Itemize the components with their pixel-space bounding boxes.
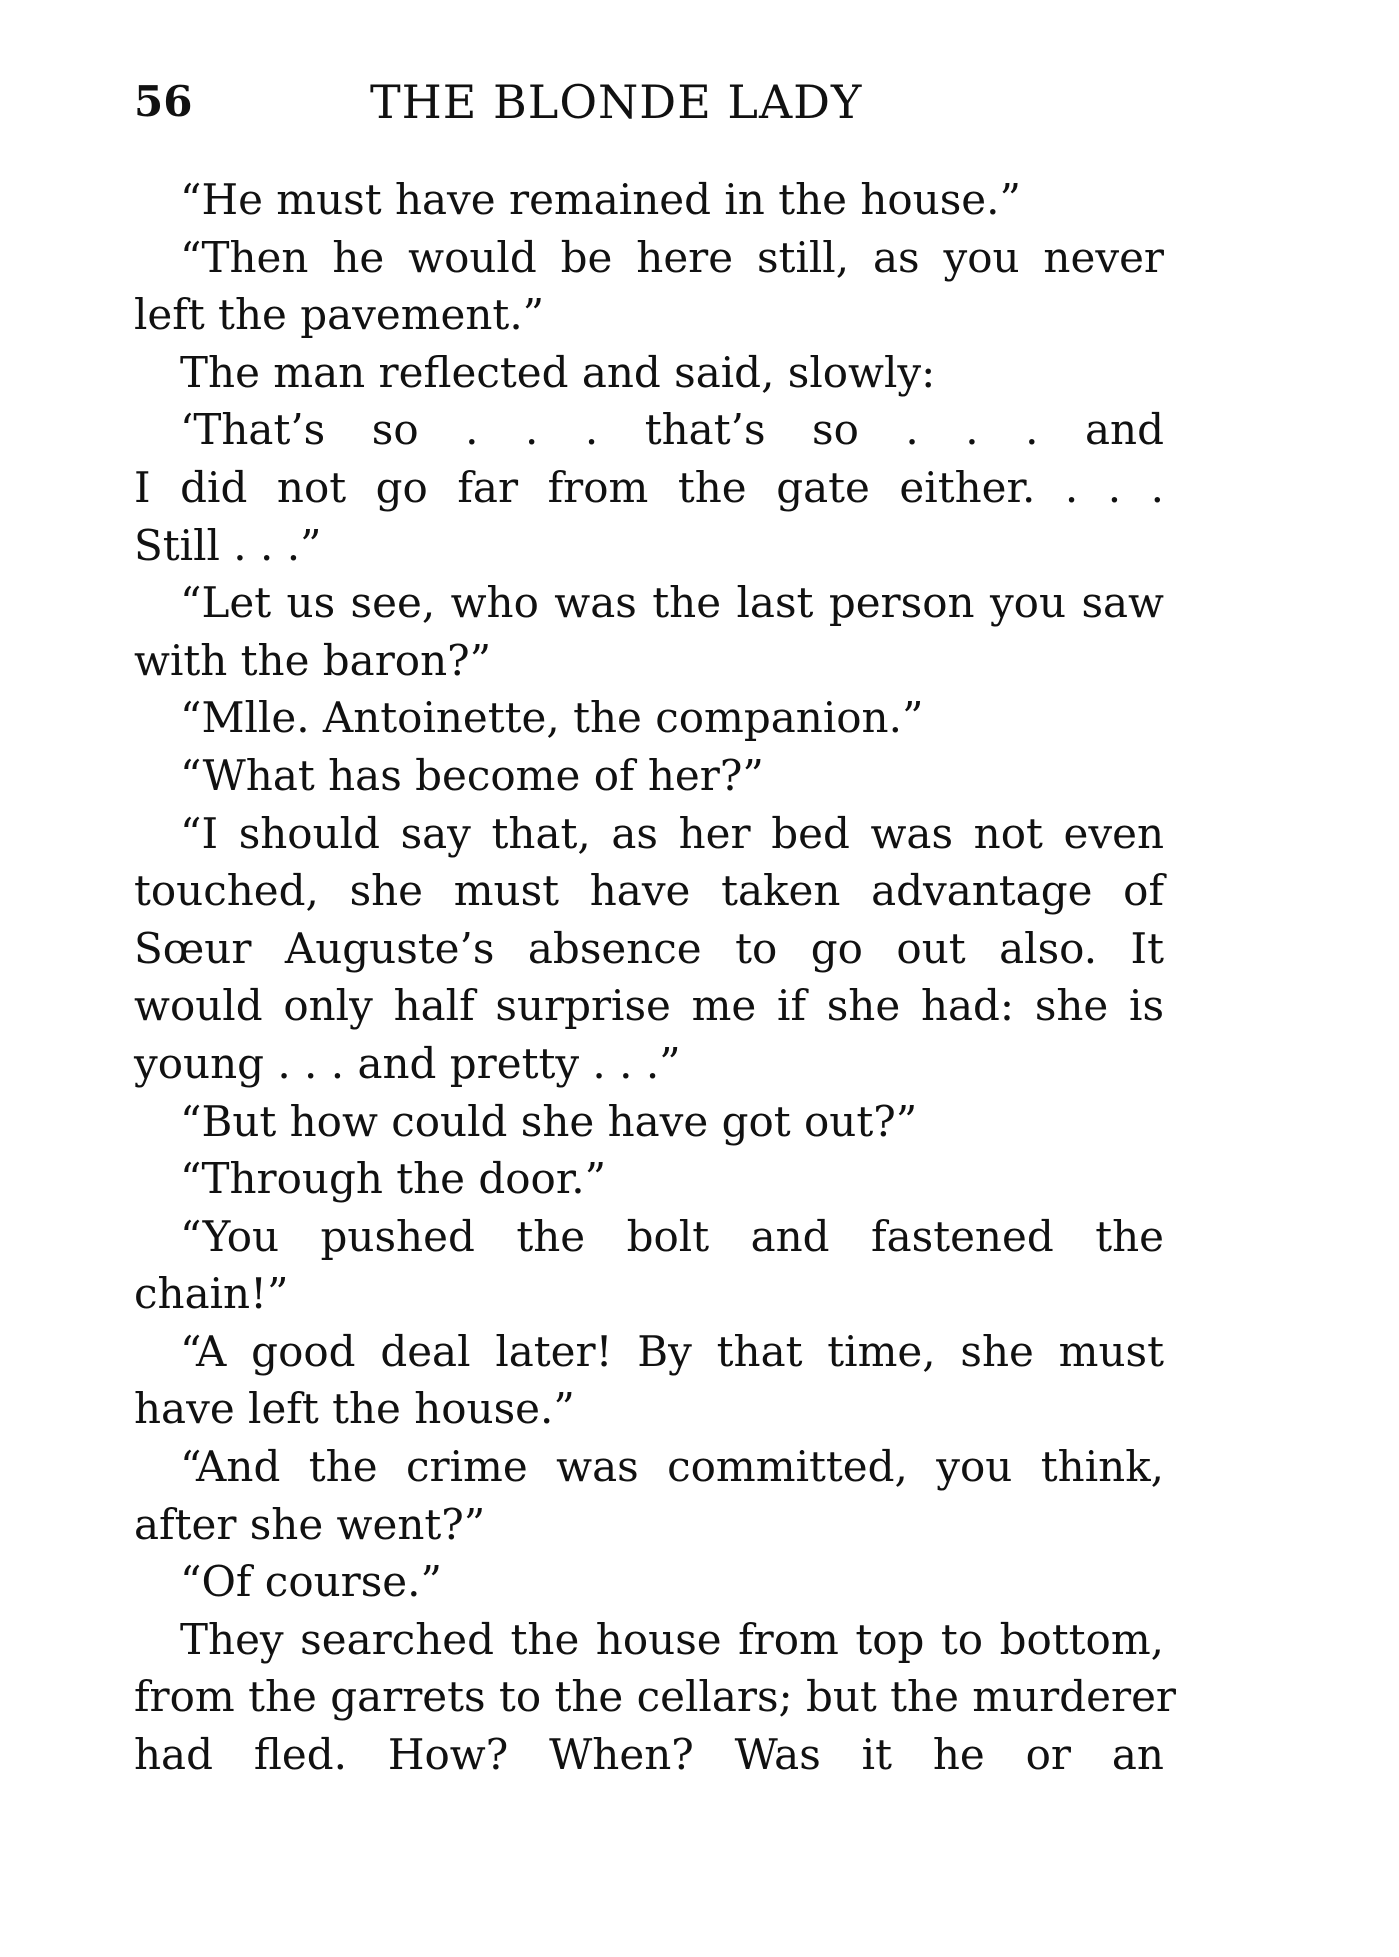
text-line: “He must have remained in the house.” [180,175,1021,224]
text-line: Still . . .” [134,520,322,570]
text-line: “Of course.” [180,1557,442,1607]
text-line: left the pavement.” [134,290,545,340]
text-line: “Through the door.” [180,1154,607,1204]
text-line: “Then he would be here still, as you never [180,232,1164,282]
text-line: “And the crime was committed, you think, [180,1442,1164,1492]
text-line: had fled. How? When? Was it he or an [134,1730,1164,1780]
page-header [134,72,944,132]
page-number: 56 [134,77,193,126]
text-line: “But how could she have got out?” [180,1096,918,1146]
running-title: THE BLONDE LADY [370,75,863,129]
text-line: after she went?” [134,1499,486,1549]
text-line: They searched the house from top to bottom, [180,1614,1164,1664]
text-line: touched, she must have taken advantage of [134,866,1164,916]
text-line: “You pushed the bolt and fastened the [180,1211,1164,1261]
text-line: with the baron?” [134,635,492,685]
text-line: would only half surprise me if she had: she is [134,981,1164,1031]
text-line: “Let us see, who was the last person you saw [180,578,1164,628]
body-text [134,171,1177,1784]
text-line: Sœur Auguste’s absence to go out also. It [134,923,1164,973]
text-line: The man reflected and said, slowly: [180,347,936,397]
text-line: ‘That’s so . . . that’s so . . . and [180,405,1164,455]
text-line: “A good deal later! By that time, she must [180,1326,1164,1376]
text-line: “I should say that, as her bed was not even [180,808,1164,858]
text-line: chain!” [134,1269,289,1319]
text-line: from the garrets to the cellars; but the murderer [134,1672,1177,1722]
text-line: have left the house.” [134,1384,575,1434]
text-line: “What has become of her?” [180,750,764,800]
text-line: I did not go far from the gate either. . . . [134,462,1164,512]
text-line: young . . . and pretty . . .” [134,1038,681,1088]
text-line: “Mlle. Antoinette, the companion.” [180,693,924,743]
